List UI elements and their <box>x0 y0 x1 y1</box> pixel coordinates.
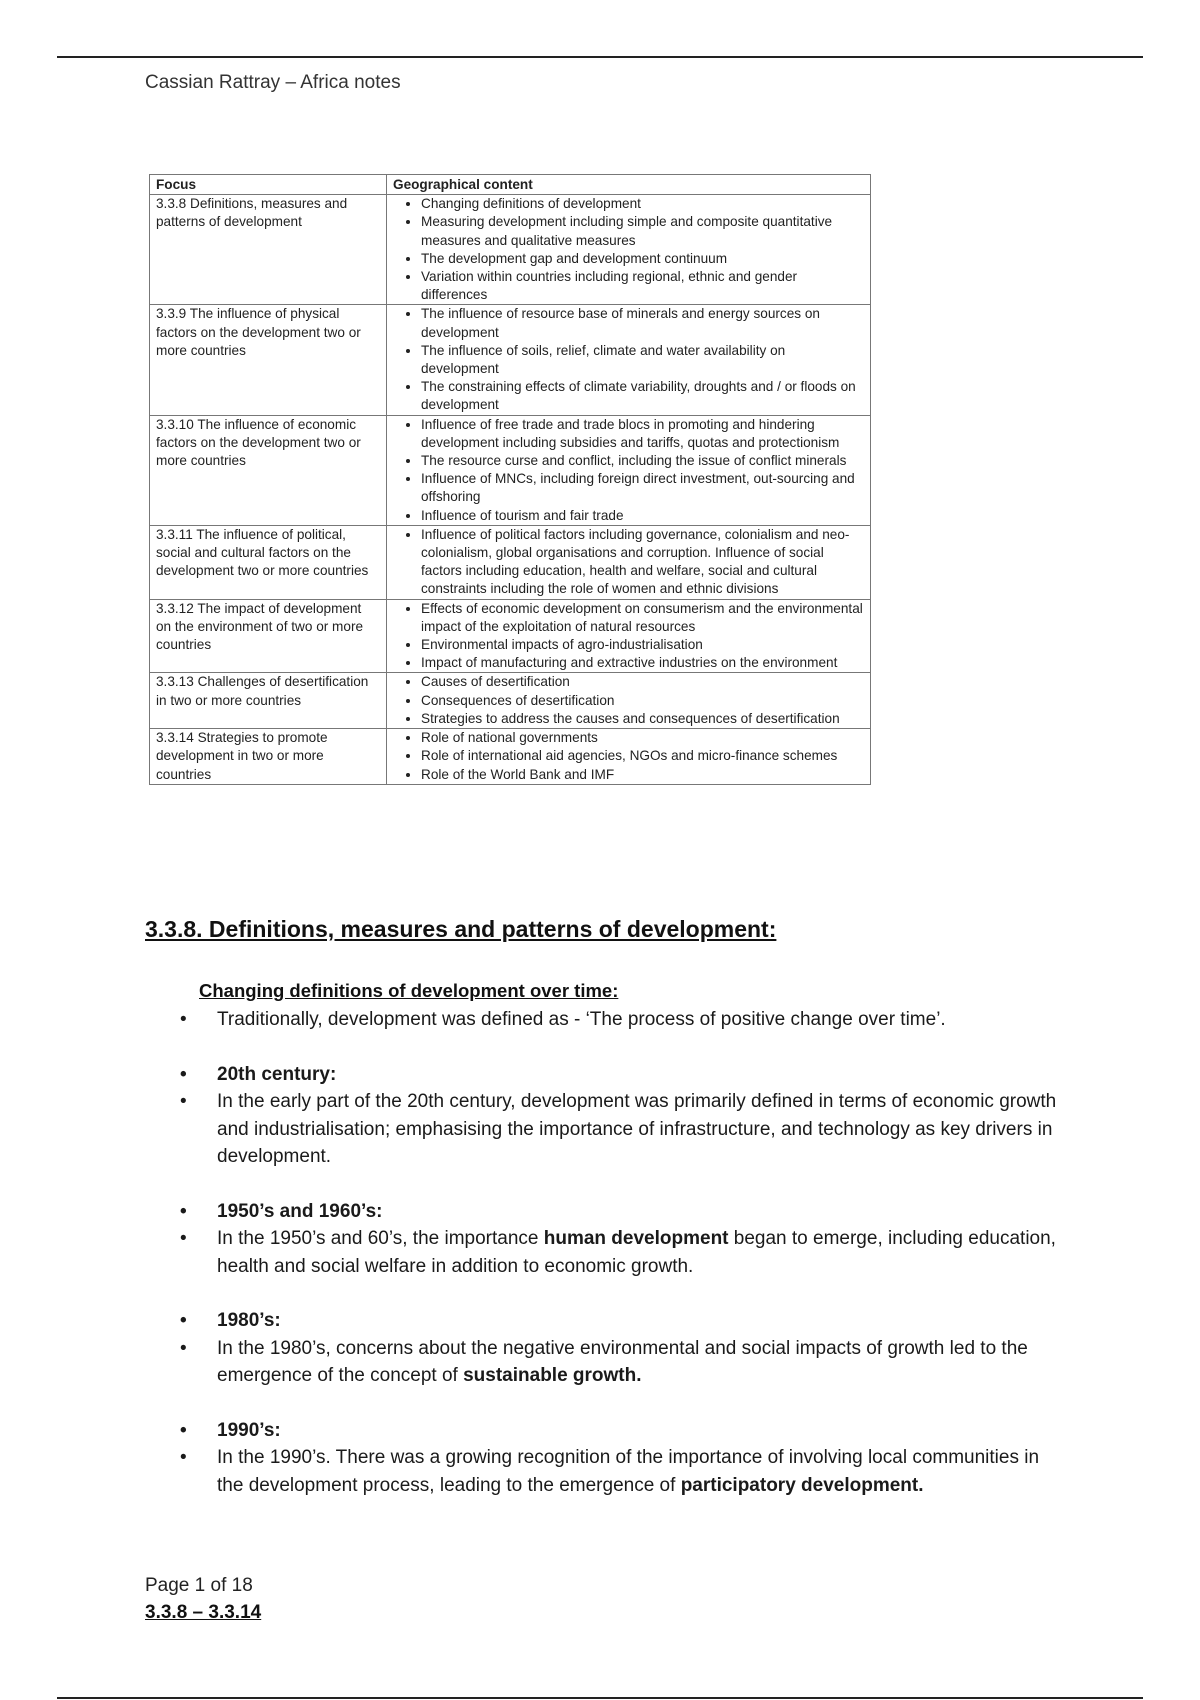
note-20th-century-label: • 20th century: <box>178 1061 1058 1089</box>
content-cell <box>387 729 871 785</box>
content-item: • Variation within countries including regional, ethnic and gender differences <box>421 268 864 304</box>
note-1990s-text <box>178 1444 1058 1499</box>
content-item: • Consequences of desertification <box>421 692 864 710</box>
focus-cell: 3.3.9 The influence of physical factors on the development two or more countries <box>150 305 387 415</box>
focus-column-header: Focus <box>150 175 387 195</box>
content-item: • Influence of free trade and trade blocs in promoting and hindering development including subsidies and tariffs, quotas and protectionism <box>421 416 864 452</box>
content-cell <box>387 599 871 673</box>
note-emphasis: participatory development. <box>680 1474 924 1496</box>
content-item: • Changing definitions of development <box>421 195 864 213</box>
footer-rule <box>57 1697 1143 1699</box>
content-item: • Role of international aid agencies, NGOs and micro-finance schemes <box>421 747 864 765</box>
content-item: • Effects of economic development on consumerism and the environmental impact of the exploitation of natural resources <box>421 600 864 636</box>
content-item: • Measuring development including simple and composite quantitative measures and qualitative measures <box>421 213 864 249</box>
note-emphasis: sustainable growth. <box>463 1365 642 1386</box>
note-text: In the 1990’s. There was a growing recognition of the importance of involving local communities in the development process, leading to the emergence of <box>217 1447 1040 1496</box>
note-1990s-label: • 1990’s: <box>178 1417 1058 1445</box>
content-item: • The influence of resource base of minerals and energy sources on development <box>421 305 864 341</box>
content-column-header: Geographical content <box>387 175 871 195</box>
document-header: Cassian Rattray – Africa notes <box>145 72 401 93</box>
note-1950s-label: • 1950’s and 1960’s: <box>178 1198 1058 1226</box>
table-row <box>150 729 871 785</box>
note-text: began to emerge, including education, health and social welfare in addition to economic growth. <box>217 1228 1056 1277</box>
note-1950s-text <box>178 1225 1058 1280</box>
table-row <box>150 525 871 599</box>
content-item: • Strategies to address the causes and consequences of desertification <box>421 710 864 728</box>
table-row <box>150 673 871 729</box>
section-range: 3.3.8 – 3.3.14 <box>145 1602 262 1623</box>
content-item: • The constraining effects of climate variability, droughts and / or floods on development <box>421 378 864 414</box>
content-cell <box>387 673 871 729</box>
content-item: • Influence of MNCs, including foreign direct investment, out-sourcing and offshoring <box>421 470 864 506</box>
note-text: In the 1980’s, concerns about the negative environmental and social impacts of growth led to the emergence of the concept of <box>217 1337 1028 1386</box>
content-item: • Role of national governments <box>421 729 864 747</box>
content-item: • Role of the World Bank and IMF <box>421 766 864 784</box>
table-row <box>150 599 871 673</box>
note-traditional: • Traditionally, development was defined as - ‘The process of positive change over time’. <box>178 1006 1058 1034</box>
note-text: In the 1950’s and 60’s, the importance <box>217 1228 544 1249</box>
note-1980s-label: • 1980’s: <box>178 1307 1058 1335</box>
notes-list <box>178 1006 1058 1499</box>
content-item: • Impact of manufacturing and extractive industries on the environment <box>421 654 864 672</box>
focus-cell: 3.3.13 Challenges of desertification in two or more countries <box>150 673 387 729</box>
content-cell <box>387 195 871 305</box>
content-item: • Influence of tourism and fair trade <box>421 507 864 525</box>
page-number: Page 1 of 18 <box>145 1575 253 1596</box>
content-item: • The resource curse and conflict, including the issue of conflict minerals <box>421 452 864 470</box>
focus-cell: 3.3.11 The influence of political, social and cultural factors on the development two or more countries <box>150 525 387 599</box>
note-20th-century-text: • In the early part of the 20th century, development was primarily defined in terms of economic growth and industrialisation; emphasising the importance of infrastructure, and technology as key drivers in development. <box>178 1088 1058 1171</box>
content-cell <box>387 305 871 415</box>
specification-table <box>149 174 871 785</box>
sub-heading: Changing definitions of development over time: <box>199 980 619 1001</box>
content-item: • Environmental impacts of agro-industrialisation <box>421 636 864 654</box>
content-item: • The influence of soils, relief, climate and water availability on development <box>421 342 864 378</box>
note-emphasis: human development <box>543 1228 729 1249</box>
table-row <box>150 195 871 305</box>
content-item: • The development gap and development continuum <box>421 250 864 268</box>
content-item: • Causes of desertification <box>421 673 864 691</box>
content-cell <box>387 525 871 599</box>
focus-cell: 3.3.12 The impact of development on the environment of two or more countries <box>150 599 387 673</box>
table-row <box>150 305 871 415</box>
focus-cell: 3.3.10 The influence of economic factors on the development two or more countries <box>150 415 387 525</box>
focus-cell: 3.3.14 Strategies to promote development in two or more countries <box>150 729 387 785</box>
table-row <box>150 415 871 525</box>
section-heading: 3.3.8. Definitions, measures and patterns of development: <box>145 916 777 942</box>
note-1980s-text <box>178 1335 1058 1390</box>
header-rule <box>57 56 1143 58</box>
content-cell <box>387 415 871 525</box>
focus-cell: 3.3.8 Definitions, measures and patterns of development <box>150 195 387 305</box>
content-item: • Influence of political factors including governance, colonialism and neo-colonialism, global organisations and corruption. Influence of social factors including education, health and welfare, social and cultural constraints including the role of women and ethnic divisions <box>421 526 864 599</box>
table-header-row <box>150 175 871 195</box>
